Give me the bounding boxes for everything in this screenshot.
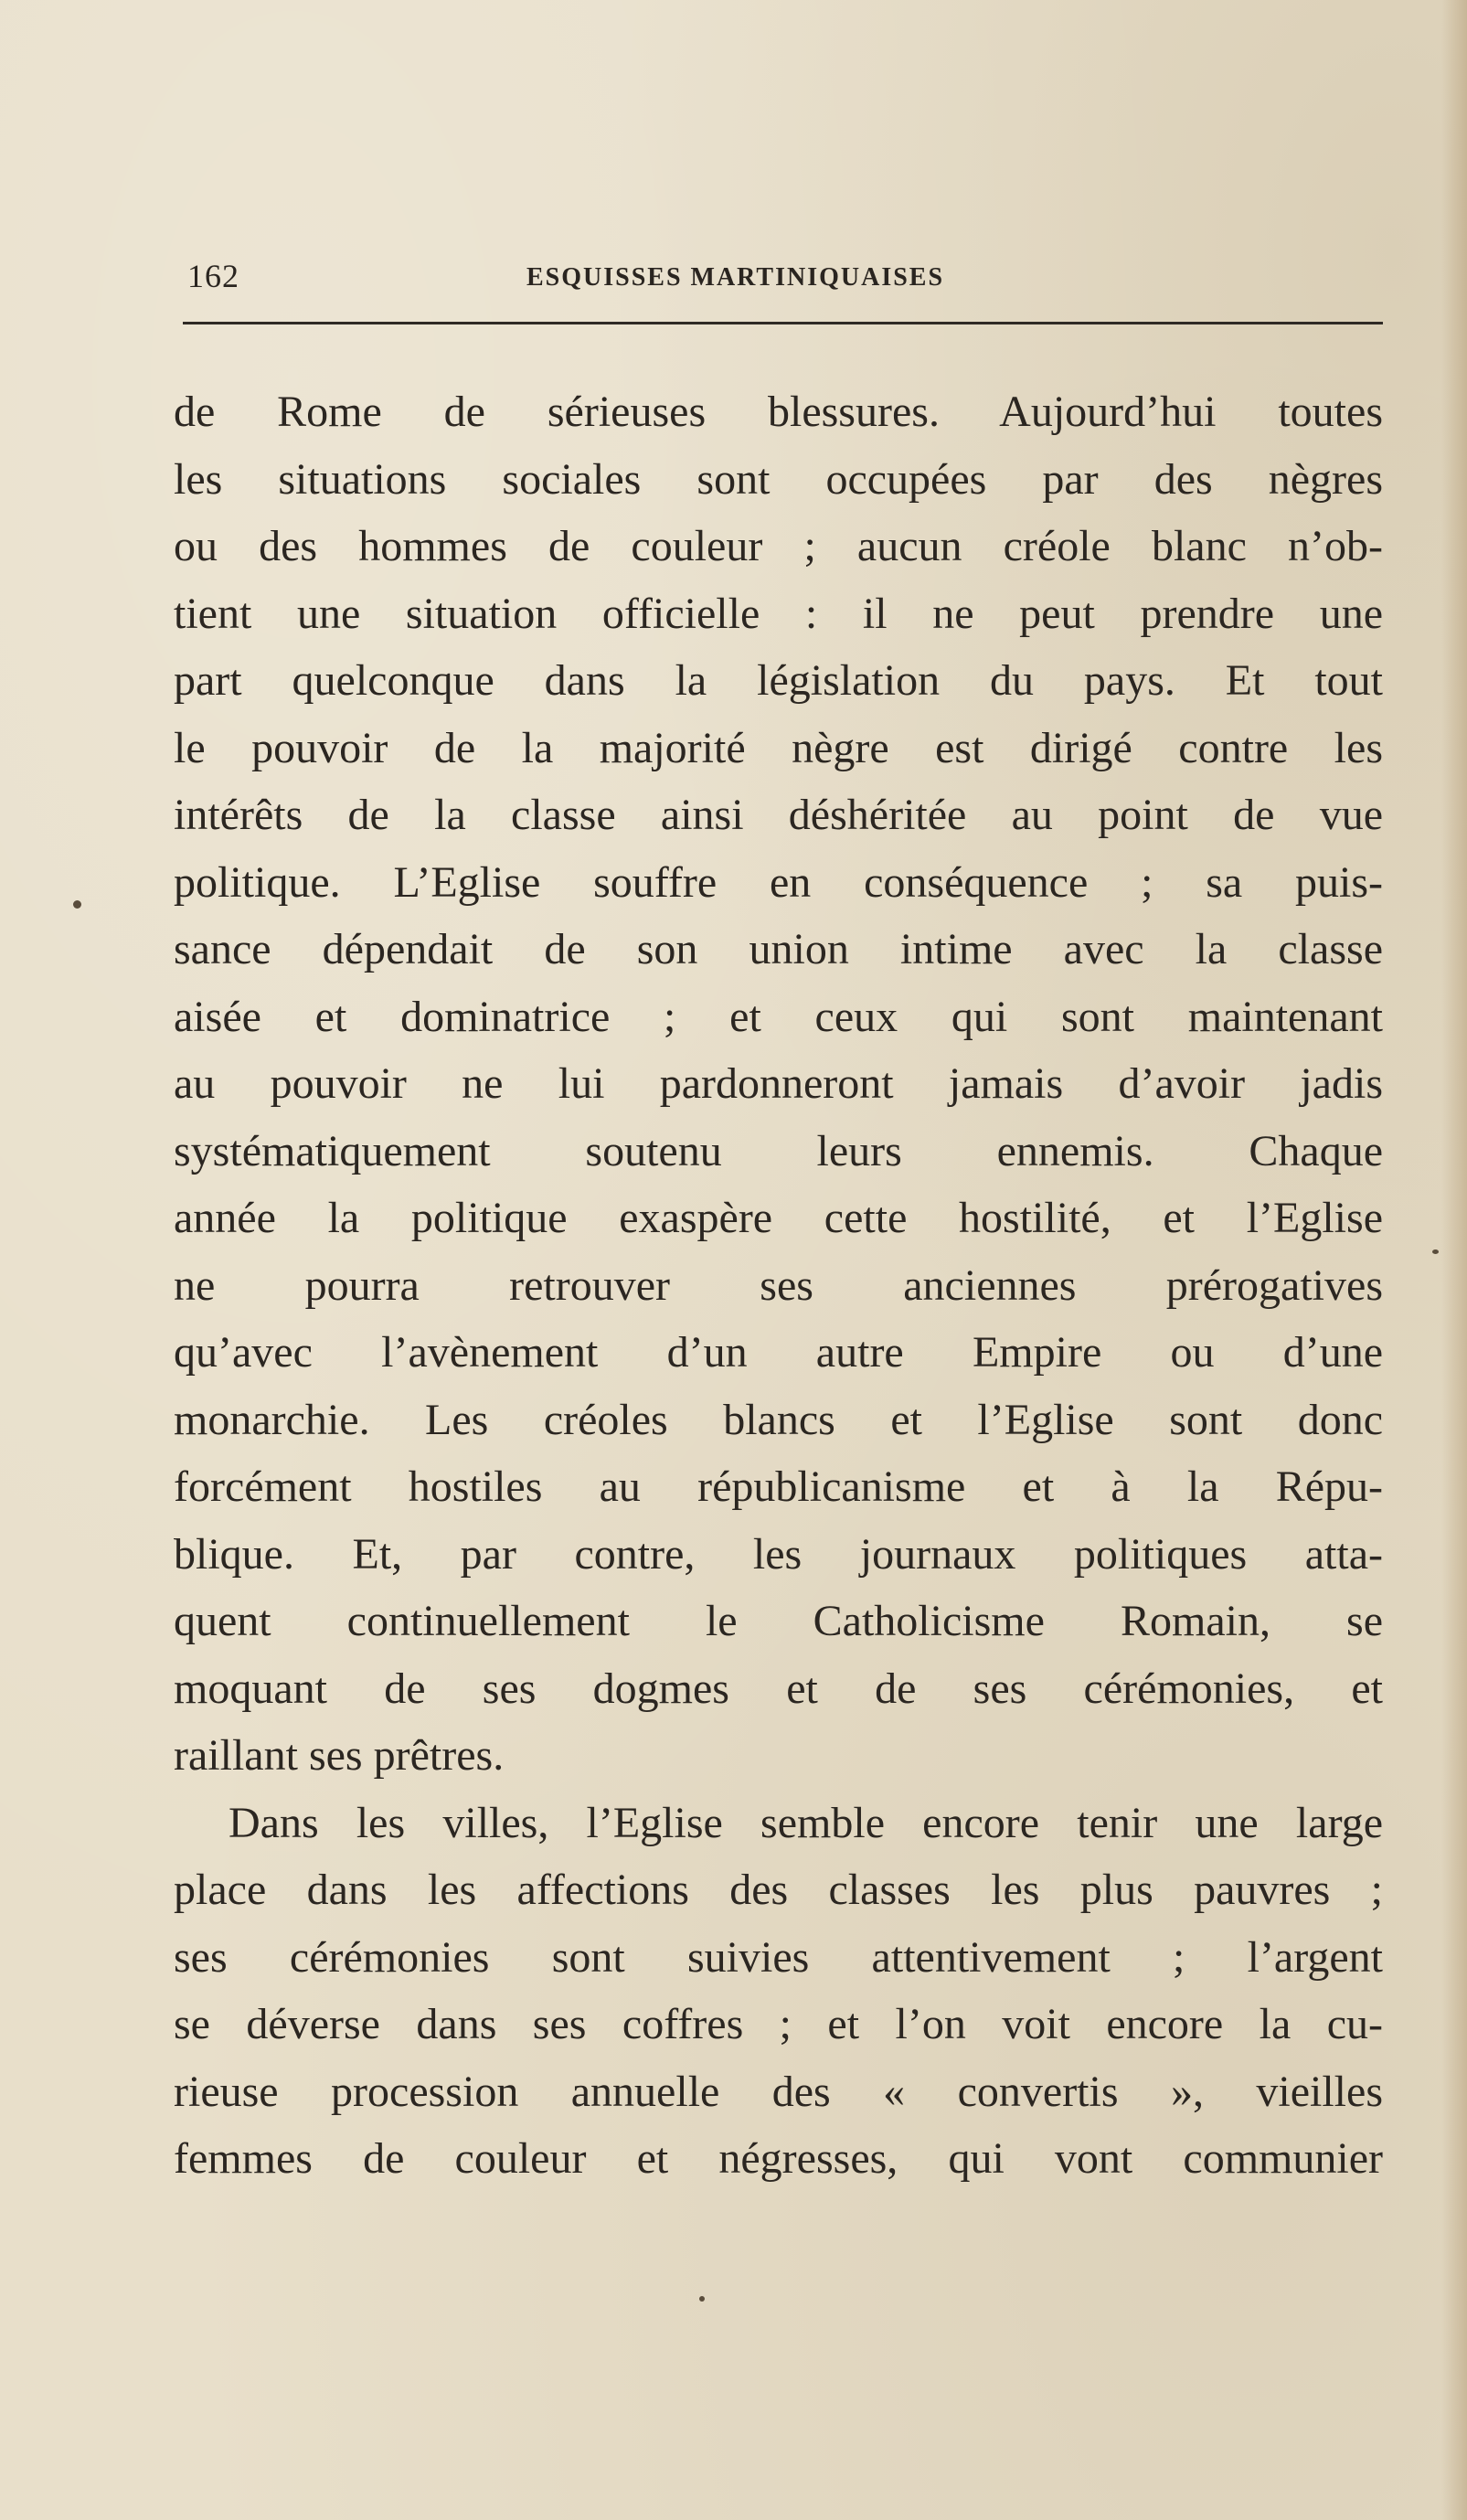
text-line: au pouvoir ne lui pardonneront jamais d’avoir jadis xyxy=(174,1059,1383,1108)
header-rule xyxy=(183,322,1383,324)
text-line: se déverse dans ses coffres ; et l’on voit encore la cu- xyxy=(174,2000,1383,2048)
text-line: année la politique exaspère cette hostilité, et l’Eglise xyxy=(174,1194,1383,1242)
text-line: moquant de ses dogmes et de ses cérémonies, et xyxy=(174,1664,1383,1713)
paper-speck xyxy=(73,900,81,909)
text-line: le pouvoir de la majorité nègre est dirigé contre les xyxy=(174,723,1383,772)
paper-speck xyxy=(1432,1249,1439,1254)
text-line: aisée et dominatrice ; et ceux qui sont maintenant xyxy=(174,992,1383,1041)
text-line: intérêts de la classe ainsi déshéritée au point de vue xyxy=(174,791,1383,839)
text-line: ou des hommes de couleur ; aucun créole blanc n’ob- xyxy=(174,522,1383,570)
text-line: femmes de couleur et négresses, qui vont communier xyxy=(174,2134,1383,2183)
body-text xyxy=(174,378,1383,2193)
running-title: ESQUISSES MARTINIQUAISES xyxy=(526,263,945,292)
text-line: qu’avec l’avènement d’un autre Empire ou d’une xyxy=(174,1328,1383,1377)
text-line: place dans les affections des classes les plus pauvres ; xyxy=(174,1866,1383,1914)
text-line: ne pourra retrouver ses anciennes prérogatives xyxy=(174,1260,1383,1310)
text-line: politique. L’Eglise souffre en conséquence ; sa puis- xyxy=(174,857,1383,907)
page-edge-shadow xyxy=(1441,0,1467,2520)
text-line: quent continuellement le Catholicisme Romain, se xyxy=(174,1597,1383,1645)
running-header xyxy=(176,256,1383,296)
text-line: les situations sociales sont occupées par des nègres xyxy=(174,454,1383,504)
text-line: ses cérémonies sont suivies attentivement ; l’argent xyxy=(174,1932,1383,1982)
paragraph-1 xyxy=(174,378,1383,1790)
page-number: 162 xyxy=(187,258,239,294)
text-line: de Rome de sérieuses blessures. Aujourd’hui toutes xyxy=(174,388,1383,436)
text-line: forcément hostiles au républicanisme et à la Répu- xyxy=(174,1462,1383,1511)
paper-speck xyxy=(699,2296,705,2302)
text-line: raillant ses prêtres. xyxy=(174,1731,505,1780)
text-line: monarchie. Les créoles blancs et l’Eglise sont donc xyxy=(174,1395,1383,1444)
text-line: systématiquement soutenu leurs ennemis. Chaque xyxy=(174,1126,1383,1175)
text-line: blique. Et, par contre, les journaux politiques atta- xyxy=(174,1529,1383,1579)
text-line: rieuse procession annuelle des « convertis », vieilles xyxy=(174,2067,1383,2116)
paragraph-2 xyxy=(174,1790,1383,2193)
text-line: part quelconque dans la législation du pays. Et tout xyxy=(174,656,1383,705)
text-line: sance dépendait de son union intime avec la classe xyxy=(174,925,1383,973)
text-line: tient une situation officielle : il ne peut prendre une xyxy=(174,589,1383,638)
text-line: Dans les villes, l’Eglise semble encore tenir une large xyxy=(229,1798,1383,1847)
